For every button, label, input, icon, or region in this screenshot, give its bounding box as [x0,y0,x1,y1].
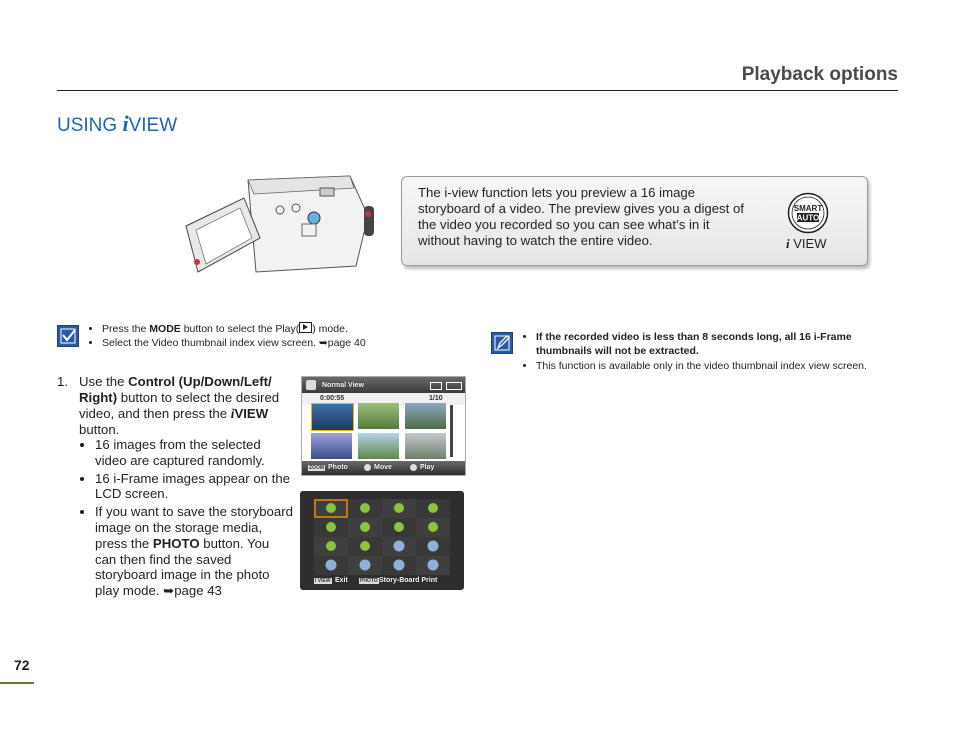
notes-left [86,322,416,351]
note-pencil-icon [491,332,513,354]
note-check-icon [57,325,79,347]
info-box [401,176,868,266]
screen-time: 0:00:55 [320,395,345,402]
iview-label-i: i [786,236,790,251]
storyboard-grid [314,499,450,575]
photo-label: Photo [328,464,348,471]
note-left-item: • Press the MODE button to select the Play( ) mode. [102,322,416,336]
smart-auto-bottom: AUTO [796,213,820,223]
iview-label-text: VIEW [793,236,827,251]
storyboard-print-label: Story-Board Print [379,577,438,584]
play-button-icon [410,464,417,471]
section-title-i: i [122,111,129,136]
notes-right [520,330,898,373]
thumbnail[interactable] [311,403,354,431]
info-box-text: The i-view function lets you preview a 16 image storyboard of a video. The preview gives you a digest of the video you recorded so you can see what’s in it without having to watch the entire video. [418,185,744,248]
iframe-storyboard-screen [300,491,464,590]
note-right-item: • This function is available only in the video thumbnail index view screen. [536,359,898,373]
play-icon [299,322,312,333]
thumbnail[interactable] [405,433,446,459]
scrollbar[interactable] [450,405,453,457]
thumbnail[interactable] [405,403,446,429]
smart-auto-icon [787,192,829,234]
move-label: Move [374,464,392,471]
step-bullet: • 16 images from the selected video are captured randomly. [95,437,294,469]
zoom-button-icon: ZOOM [309,465,324,471]
note-left-item: • Select the Video thumbnail index view screen. ➥page 40 [102,336,416,350]
video-mode-icon [306,380,316,390]
step-number: 1. [57,374,68,389]
thumbnail[interactable] [311,433,352,459]
note-right-item: • If the recorded video is less than 8 seconds long, all 16 i-Frame thumbnails will not be extracted. [536,330,898,359]
play-label: Play [420,464,435,471]
step-bullet: • 16 i-Frame images appear on the LCD screen. [95,471,294,503]
section-title-pre: USING [57,115,123,136]
step-bullet: • If you want to save the storyboard image on the storage media, press the PHOTO button. You can then find the saved storyboard image in the photo play mode. ➥page 43 [95,504,294,599]
page-number: 72 [14,657,30,673]
move-icon [364,464,371,471]
camcorder-illustration [178,168,378,276]
battery-icon [446,382,462,390]
page-header-title: Playback options [741,64,898,85]
card-icon [430,382,442,390]
screen-top-label: Normal View [322,382,364,389]
smart-auto-top: SMART [793,204,823,213]
step-bullets [79,437,294,601]
iview-label [786,236,826,252]
exit-label: Exit [335,577,348,584]
thumbnail[interactable] [358,403,399,429]
section-title-post: VIEW [128,115,178,136]
page-number-rule [0,682,34,684]
thumbnail-index-screen [301,376,466,476]
section-title [57,111,177,137]
iview-button-icon: i VIEW [315,578,331,584]
thumbnail[interactable] [358,433,399,459]
photo-button-icon: PHOTO [360,578,378,584]
step-instruction: Use the Control (Up/Down/Left/ Right) button to select the desired video, and then press the iVIEW button. [79,374,280,437]
header-divider [57,90,898,91]
screen-count: 1/10 [429,395,443,402]
